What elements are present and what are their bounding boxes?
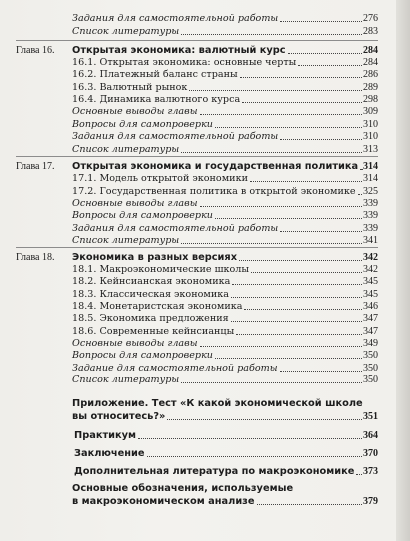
chapter-separator — [16, 40, 378, 41]
dot-leader — [181, 34, 362, 35]
entry-title: 16.2. Платежный баланс страны — [72, 69, 238, 80]
entry-title: 18.4. Монетаристская экономика — [72, 301, 243, 312]
entry-title: Приложение. Тест «К какой экономической школе — [72, 398, 363, 409]
dot-leader — [181, 243, 362, 244]
section-entry — [72, 326, 378, 338]
section-entry — [72, 94, 378, 106]
toc-entry — [72, 131, 378, 143]
entry-title: Задания для самостоятельной работы — [72, 131, 279, 142]
page-number: 289 — [363, 82, 378, 93]
toc-entry — [72, 106, 378, 118]
toc-entry — [74, 448, 378, 460]
toc-entry — [74, 466, 378, 478]
page-number: 314 — [363, 173, 378, 184]
page-number: 310 — [363, 131, 378, 142]
entry-title: Основные обозначения, используемые — [72, 483, 294, 494]
toc-entry — [72, 26, 378, 38]
section-entry — [72, 301, 378, 313]
entry-title: 16.4. Динамика валютного курса — [72, 94, 241, 105]
page-number: 364 — [363, 430, 378, 441]
dot-leader — [215, 218, 362, 219]
section-entry — [72, 69, 378, 81]
dot-leader — [257, 504, 362, 505]
entry-title: Дополнительная литература по макроэкономике — [74, 466, 355, 477]
dot-leader — [181, 382, 362, 383]
page-number: 341 — [363, 235, 378, 246]
dot-leader — [200, 346, 362, 347]
page-number: 310 — [363, 119, 378, 130]
toc-entry — [72, 210, 378, 222]
section-entry — [72, 289, 378, 301]
toc-entry — [72, 483, 378, 495]
page-number: 349 — [363, 338, 378, 349]
page-number: 350 — [363, 350, 378, 361]
entry-title: 18.2. Кейнсианская экономика — [72, 276, 231, 287]
page-number: 347 — [363, 313, 378, 324]
toc-entry — [72, 338, 378, 350]
toc-entry — [72, 496, 378, 508]
dot-leader — [251, 272, 362, 273]
dot-leader — [200, 114, 362, 115]
dot-leader — [167, 419, 362, 420]
section-entry — [72, 186, 378, 198]
entry-title: Задания для самостоятельной работы — [72, 13, 279, 24]
entry-title: Экономика в разных версиях — [72, 252, 238, 263]
dot-leader — [181, 152, 362, 153]
page-number: 339 — [363, 223, 378, 234]
dot-leader — [240, 77, 362, 78]
page-number: 284 — [363, 57, 378, 68]
entry-title: Список литературы — [72, 144, 180, 155]
dot-leader — [231, 321, 362, 322]
entry-title: Список литературы — [72, 235, 180, 246]
toc-entry — [72, 374, 378, 386]
page-number: 345 — [363, 289, 378, 300]
dot-leader — [280, 139, 362, 140]
toc-entry — [72, 13, 378, 25]
page-edge-shadow — [396, 0, 410, 541]
entry-title: 17.2. Государственная политика в открытой экономике — [72, 186, 356, 197]
entry-title: Вопросы для самопроверки — [72, 210, 213, 221]
page-number: 350 — [363, 374, 378, 385]
page-number: 313 — [363, 144, 378, 155]
page-number: 370 — [363, 448, 378, 459]
entry-title: Вопросы для самопроверки — [72, 350, 213, 361]
chapter-heading — [16, 161, 378, 173]
entry-title: Основные выводы главы — [72, 338, 198, 349]
dot-leader — [360, 169, 362, 170]
entry-title: 18.5. Экономика предложения — [72, 313, 229, 324]
entry-title: 18.6. Современные кейнсианцы — [72, 326, 235, 337]
page-number: 373 — [363, 466, 378, 477]
dot-leader — [280, 21, 362, 22]
toc-entry — [74, 430, 378, 442]
toc-entry — [72, 411, 378, 423]
dot-leader — [244, 309, 362, 310]
section-entry — [72, 264, 378, 276]
page-number: 276 — [363, 13, 378, 24]
entry-title: Открытая экономика и государственная политика — [72, 161, 359, 172]
toc-entry — [72, 119, 378, 131]
page-number: 345 — [363, 276, 378, 287]
page-number: 339 — [363, 198, 378, 209]
entry-title: 18.1. Макроэкономические школы — [72, 264, 250, 275]
entry-title: 16.3. Валютный рынок — [72, 82, 188, 93]
section-entry — [72, 276, 378, 288]
page-number: 339 — [363, 210, 378, 221]
dot-leader — [239, 260, 362, 261]
page-number: 325 — [363, 186, 378, 197]
dot-leader — [138, 438, 362, 439]
entry-title: вы относитесь?» — [72, 411, 166, 422]
dot-leader — [280, 371, 362, 372]
page-number: 284 — [363, 45, 378, 56]
entry-title: Основные выводы главы — [72, 198, 198, 209]
toc-entry — [72, 398, 378, 410]
entry-title: Практикум — [74, 430, 137, 441]
page-number: 342 — [363, 252, 378, 263]
toc-entry — [72, 144, 378, 156]
entry-title: в макроэкономическом анализе — [72, 496, 255, 507]
dot-leader — [288, 53, 362, 54]
page-number: 298 — [363, 94, 378, 105]
section-entry — [72, 57, 378, 69]
dot-leader — [215, 358, 362, 359]
toc-entry — [72, 235, 378, 247]
entry-title: Задания для самостоятельной работы — [72, 223, 279, 234]
dot-leader — [200, 206, 362, 207]
page-number: 309 — [363, 106, 378, 117]
page-number: 350 — [363, 363, 378, 374]
section-entry — [72, 82, 378, 94]
dot-leader — [231, 297, 362, 298]
dot-leader — [147, 456, 362, 457]
entry-title: Список литературы — [72, 374, 180, 385]
chapter-heading — [16, 252, 378, 264]
dot-leader — [232, 284, 362, 285]
entry-title: 18.3. Классическая экономика — [72, 289, 229, 300]
page-number: 314 — [363, 161, 378, 172]
dot-leader — [189, 90, 362, 91]
page-number: 346 — [363, 301, 378, 312]
dot-leader — [298, 65, 362, 66]
toc-entry — [72, 350, 378, 362]
dot-leader — [250, 181, 362, 182]
entry-title: Задание для самостоятельной работы — [72, 363, 278, 374]
toc-entry — [72, 223, 378, 235]
chapter-heading — [16, 45, 378, 57]
section-entry — [72, 173, 378, 185]
dot-leader — [280, 231, 362, 232]
entry-title: Вопросы для самопроверки — [72, 119, 213, 130]
entry-title: Список литературы — [72, 26, 180, 37]
section-entry — [72, 313, 378, 325]
entry-title: Заключение — [74, 448, 145, 459]
chapter-separator — [16, 156, 378, 157]
toc-entry — [72, 198, 378, 210]
page-number: 379 — [363, 496, 378, 507]
chapter-number: Глава 16. — [16, 45, 55, 56]
entry-title: Основные выводы главы — [72, 106, 198, 117]
chapter-number: Глава 17. — [16, 161, 55, 172]
dot-leader — [356, 474, 362, 475]
page-number: 283 — [363, 26, 378, 37]
page-number: 342 — [363, 264, 378, 275]
dot-leader — [215, 127, 362, 128]
chapter-separator — [16, 247, 378, 248]
dot-leader — [242, 102, 362, 103]
chapter-number: Глава 18. — [16, 252, 55, 263]
entry-title: 16.1. Открытая экономика: основные черты — [72, 57, 297, 68]
page-number: 351 — [363, 411, 378, 422]
dot-leader — [358, 194, 362, 195]
entry-title: 17.1. Модель открытой экономики — [72, 173, 248, 184]
entry-title: Открытая экономика: валютный курс — [72, 45, 286, 56]
page-number: 286 — [363, 69, 378, 80]
dot-leader — [236, 334, 362, 335]
page-number: 347 — [363, 326, 378, 337]
